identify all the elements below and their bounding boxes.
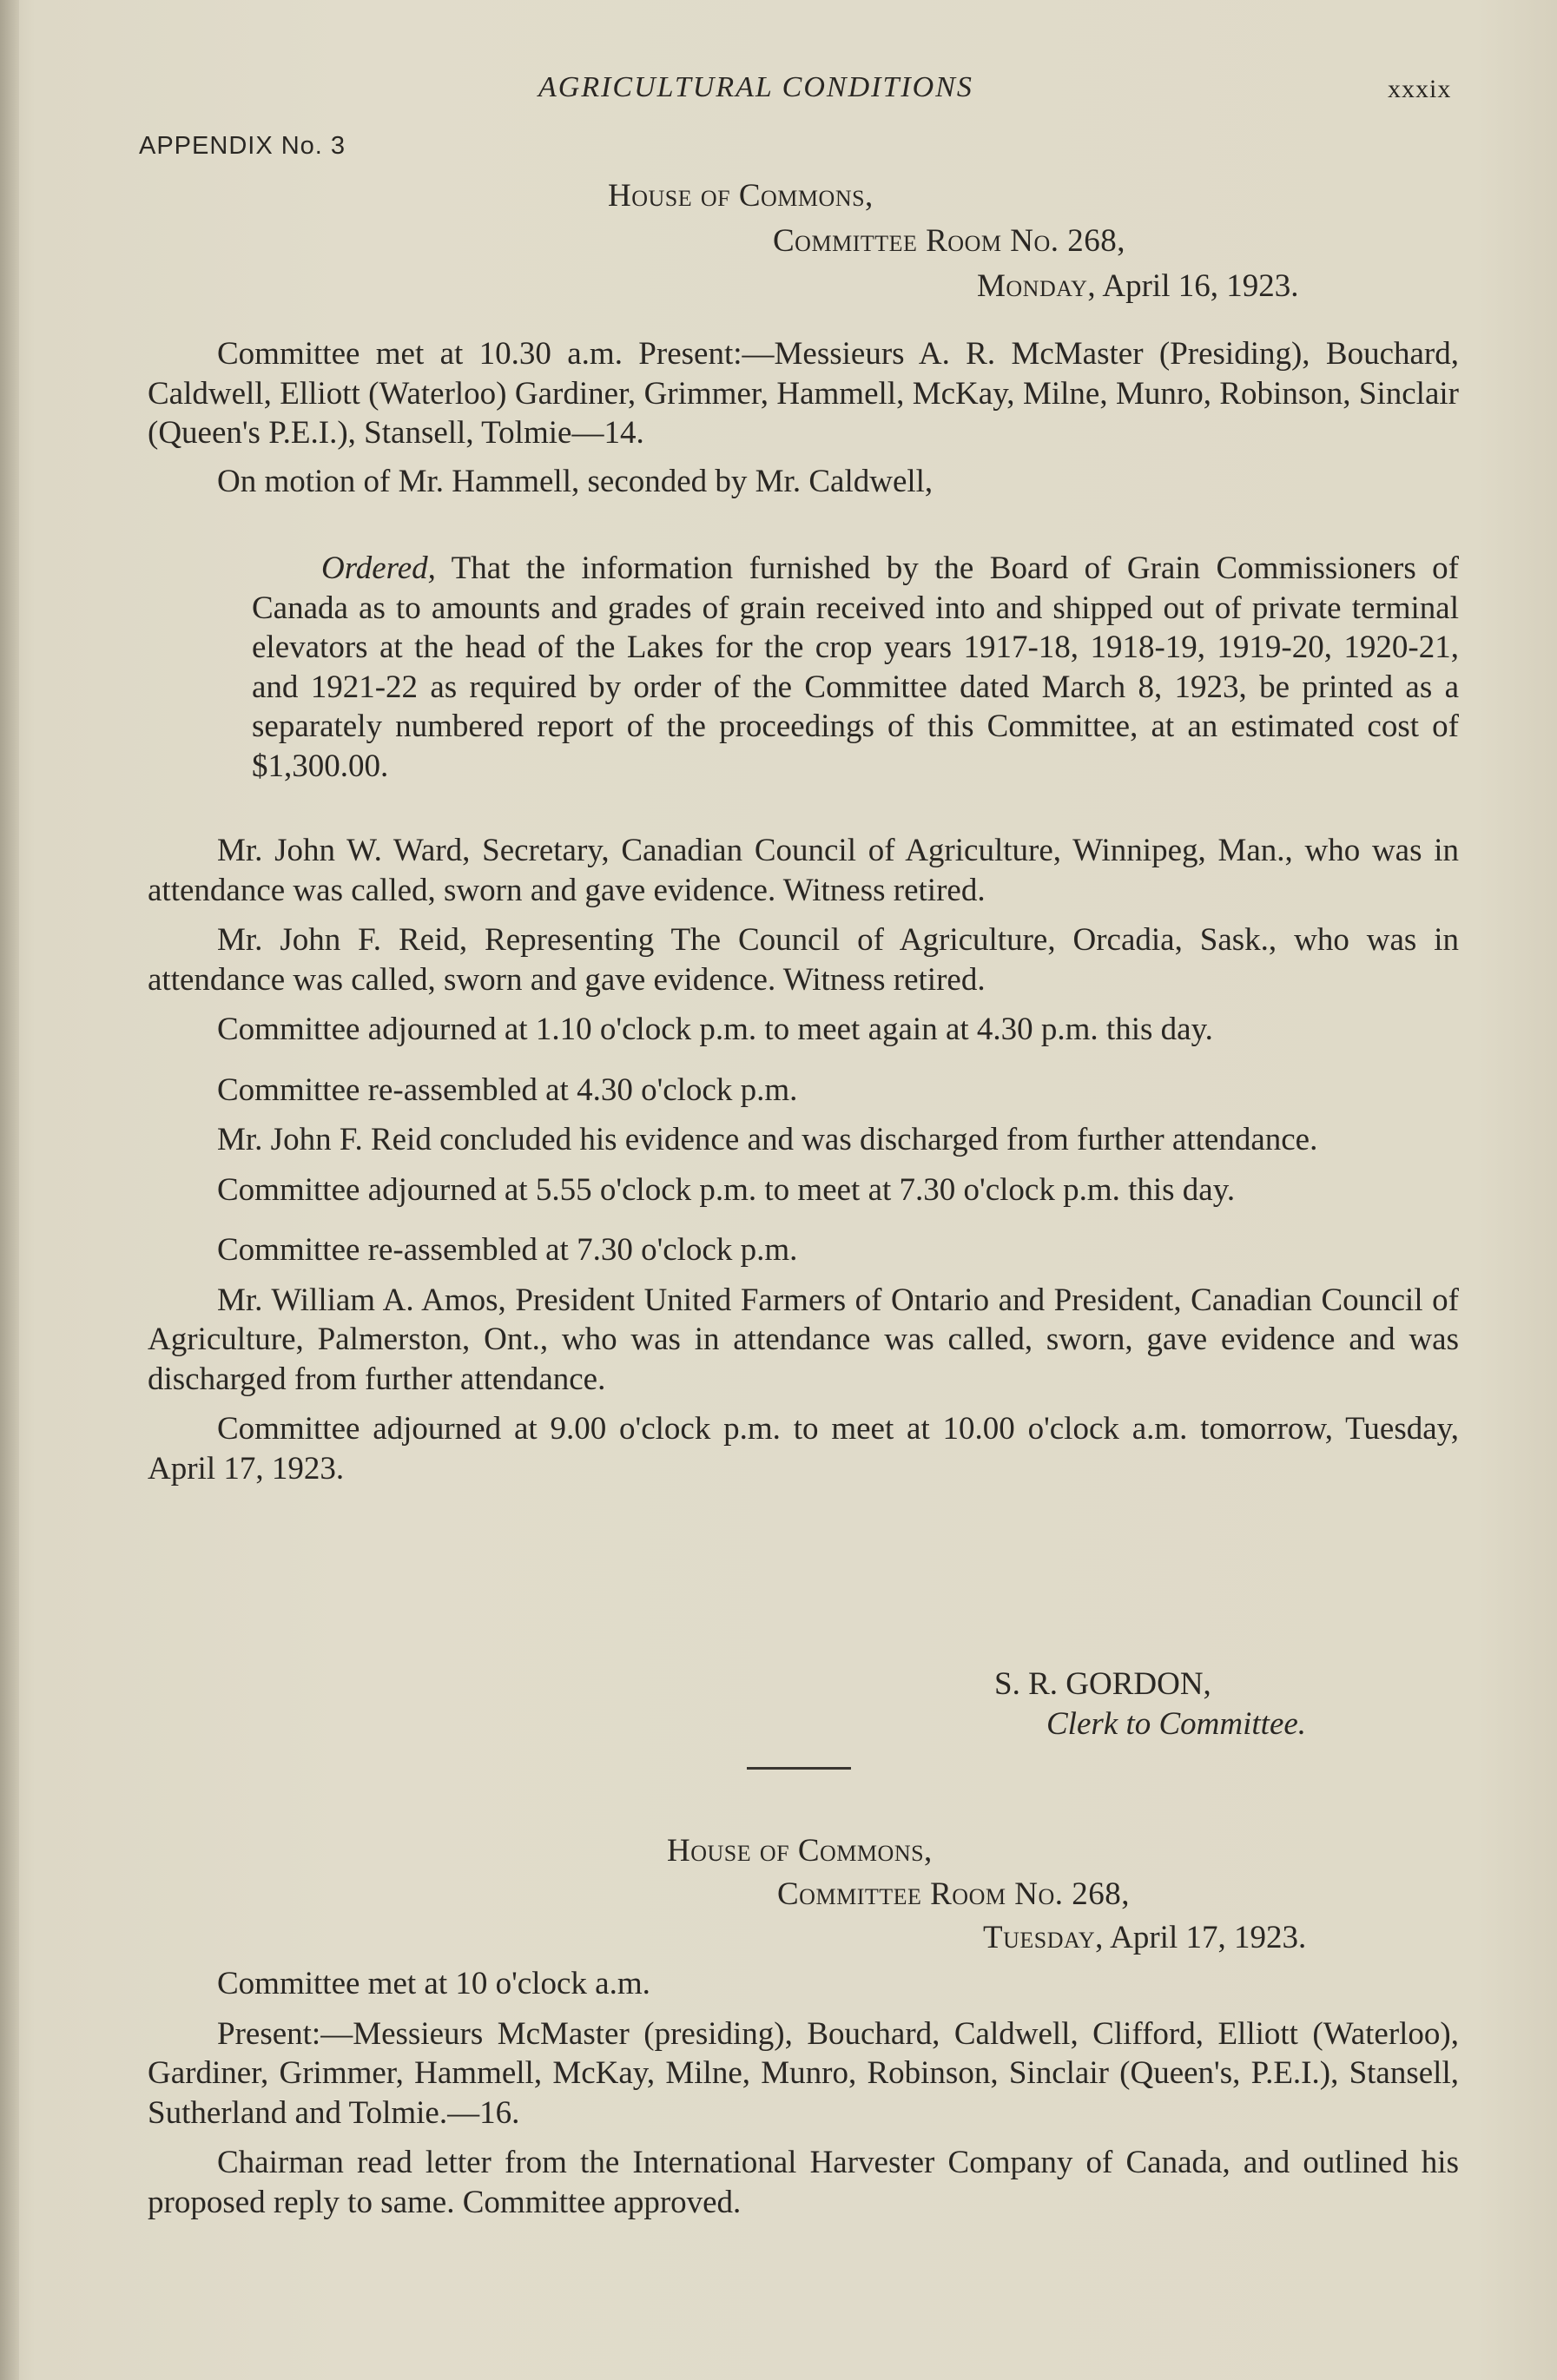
section-divider: [747, 1767, 851, 1770]
section1-header-day: Monday,: [977, 268, 1097, 304]
section2-header-date: April 17, 1923.: [1110, 1920, 1307, 1955]
section2-header-line2: Committee Room No. 268,: [777, 1876, 1130, 1912]
paragraph-adjourn-2: Committee adjourned at 5.55 o'clock p.m. to meet at 7.30 o'clock p.m. this day.: [217, 1171, 1236, 1208]
paragraph-reassemble-2: Committee re-assembled at 7.30 o'clock p.m.: [217, 1232, 798, 1268]
paragraph-adjourn-1: Committee adjourned at 1.10 o'clock p.m. to meet again at 4.30 p.m. this day.: [217, 1012, 1213, 1047]
section1-header-line2: Committee Room No. 268,: [773, 223, 1125, 259]
running-head-title: AGRICULTURAL CONDITIONS: [538, 71, 973, 103]
section2-proceedings: [148, 1964, 1459, 2222]
paragraph-reid: Mr. John F. Reid, Representing The Council of Agriculture, Orcadia, Sask., who was in attendance was called, sworn and gave evidence. Witness retired.: [148, 922, 1459, 998]
paragraph-adjourn-3: Committee adjourned at 9.00 o'clock p.m. to meet at 10.00 o'clock a.m. tomorrow, Tuesday, April 17, 1923.: [148, 1411, 1459, 1487]
page-number: xxxix: [1388, 75, 1452, 103]
section1-proceedings: [148, 831, 1459, 1488]
paragraph-reassemble-1: Committee re-assembled at 4.30 o'clock p.m.: [217, 1071, 798, 1108]
section2-header-line1: House of Commons,: [667, 1833, 933, 1869]
section1-header-line1: House of Commons,: [608, 178, 874, 214]
paragraph-reid-concluded: Mr. John F. Reid concluded his evidence and was discharged from further attendance.: [217, 1122, 1318, 1157]
section1-motion: [252, 549, 1459, 786]
section2-chairman: Chairman read letter from the International Harvester Company of Canada, and outlined his proposed reply to same. Committee approved.: [148, 2145, 1459, 2220]
section2-header-date-line: [983, 1919, 1306, 1956]
motion-ordered: Ordered,: [321, 550, 436, 586]
section1-attendance-block: [148, 334, 1459, 501]
signature-title: Clerk to Committee.: [1046, 1706, 1307, 1742]
section2-present: Present:—Messieurs McMaster (presiding), Bouchard, Caldwell, Clifford, Elliott (Waterloo), Gardiner, Grimmer, Hammell, McKay, Milne, Munro, Robinson, Sinclair (Queen's, P.E.I.), Stansell, Sutherland and Tolmie.—16.: [148, 2015, 1459, 2131]
motion-text: That the information furnished by the Board of Grain Commissioners of Canada as to amounts and grades of grain received into and shipped out of private terminal elevators at the head of the Lakes for the crop years 1917-18, 1918-19, 1919-20, 1920-21, and 1921-22 as required by order of the Committee dated March 8, 1923, be printed as a separately numbered report of the proceedings of this Committee, at an estimated cost of $1,300.00.: [252, 550, 1459, 784]
running-head: [0, 71, 1557, 115]
page-binding-edge: [0, 0, 19, 2380]
paragraph-amos: Mr. William A. Amos, President United Farmers of Ontario and President, Canadian Council of Agriculture, Palmerston, Ont., who was in attendance was called, sworn, gave evidence and was discharged from further attendance.: [148, 1282, 1459, 1397]
appendix-label: APPENDIX No. 3: [139, 132, 346, 160]
section1-header-date: April 16, 1923.: [1102, 268, 1299, 304]
section1-motion-intro: On motion of Mr. Hammell, seconded by Mr. Caldwell,: [217, 463, 934, 499]
section2-header-day: Tuesday,: [983, 1920, 1104, 1955]
signature-name: S. R. GORDON,: [994, 1666, 1211, 1702]
section1-header-date-line: [977, 267, 1298, 305]
paragraph-ward: Mr. John W. Ward, Secretary, Canadian Council of Agriculture, Winnipeg, Man., who was in attendance was called, sworn and gave evidence. Witness retired.: [148, 833, 1459, 908]
section2-met: Committee met at 10 o'clock a.m.: [217, 1966, 650, 2001]
section1-attendance: Committee met at 10.30 a.m. Present:—Messieurs A. R. McMaster (Presiding), Bouchard, Caldwell, Elliott (Waterloo) Gardiner, Grimmer, Hammell, McKay, Milne, Munro, Robinson, Sinclair (Queen's P.E.I.), Stansell, Tolmie—14.: [148, 336, 1459, 451]
